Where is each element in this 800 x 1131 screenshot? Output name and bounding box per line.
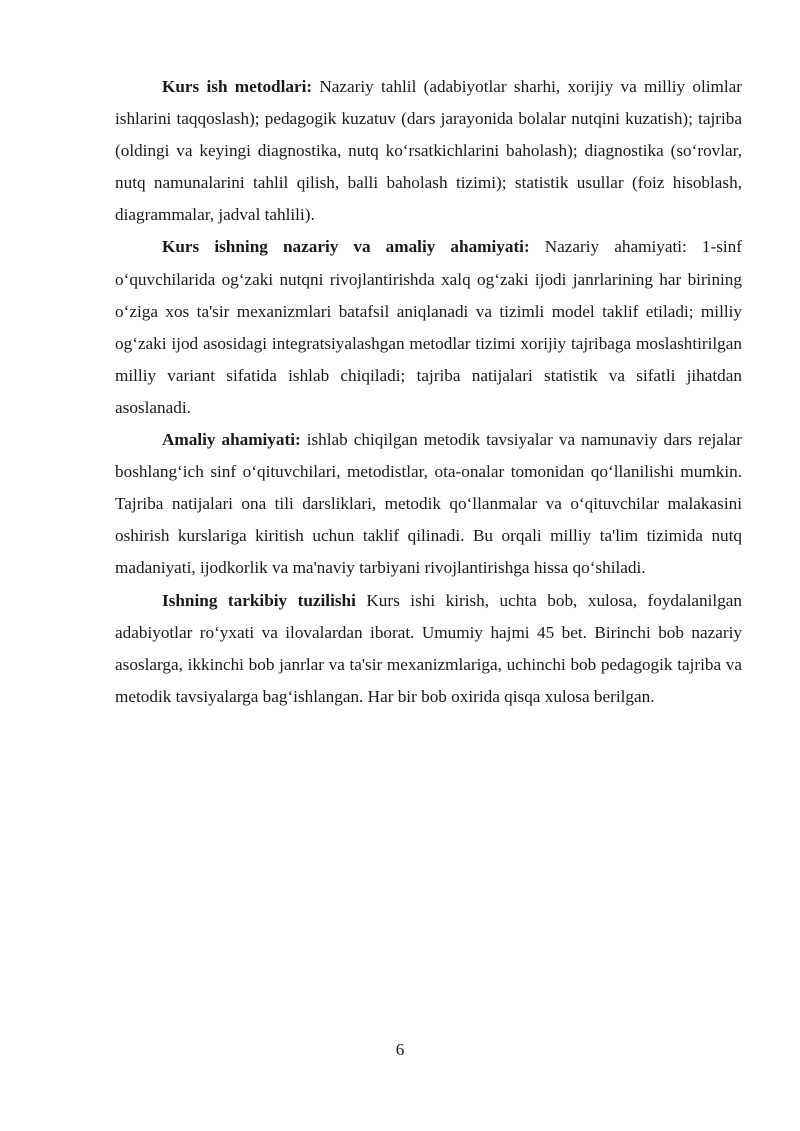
paragraph-heading: Kurs ishning nazariy va amaliy ahamiyati:: [162, 237, 530, 257]
paragraph-methods: [115, 71, 742, 231]
paragraph-text: Nazariy ahamiyati: 1-sinf o‘quvchilarida og‘zaki nutqni rivojlantirishda xalq og‘zaki ijodi janrlarining har birining o‘ziga xos ta'sir mexanizmlari batafsil aniqlanadi va tizimli model taklif etiladi; milliy og‘zaki ijod asosidagi integratsiyalashgan metodlar tizimi xorijiy tajribaga moslashtirilgan milliy variant sifatida ishlab chiqiladi; tajriba natijalari statistik va sifatli jihatdan asoslanadi.: [115, 237, 742, 417]
body-text: [115, 71, 742, 713]
paragraph-heading: Ishning tarkibiy tuzilishi: [162, 590, 356, 610]
paragraph-significance: [115, 231, 742, 424]
paragraph-text: Nazariy tahlil (adabiyotlar sharhi, xorijiy va milliy olimlar ishlarini taqqoslash); pedagogik kuzatuv (dars jarayonida bolalar nutqini kuzatish); tajriba (oldingi va keyingi diagnostika, nutq ko‘rsatkichlarini baholash); diagnostika (so‘rovlar, nutq namunalarini tahlil qilish, balli baholash tizimi); statistik usullar (foiz hisoblash, diagrammalar, jadval tahlili).: [115, 77, 742, 225]
page-number: 6: [395, 1040, 405, 1059]
paragraph-heading: Kurs ish metodlari:: [162, 77, 313, 96]
paragraph-text: ishlab chiqilgan metodik tavsiyalar va namunaviy dars rejalar boshlang‘ich sinf o‘qituvchilari, metodistlar, ota-onalar tomonidan qo‘llanilishi mumkin. Tajriba natijalari ona tili darsliklari, metodik qo‘llanmalar va o‘qituvchilar malakasini oshirish kurslariga kiritish uchun taklif qilinadi. Bu orqali milliy ta'lim tizimida nutq madaniyati, ijodkorlik va ma'naviy tarbiyani rivojlantirishga hissa qo‘shiladi.: [115, 430, 742, 578]
paragraph-text: Kurs ishi kirish, uchta bob, xulosa, foydalanilgan adabiyotlar ro‘yxati va ilovalardan iborat. Umumiy hajmi 45 bet. Birinchi bob nazariy asoslarga, ikkinchi bob janrlar va ta'sir mexanizmlariga, uchinchi bob pedagogik tajriba va metodik tavsiyalarga bag‘ishlangan. Har bir bob oxirida qisqa xulosa berilgan.: [115, 590, 743, 706]
paragraph-heading: Amaliy ahamiyati:: [162, 430, 301, 450]
paragraph-practical-significance: [115, 424, 742, 584]
paragraph-structure: [115, 585, 742, 713]
